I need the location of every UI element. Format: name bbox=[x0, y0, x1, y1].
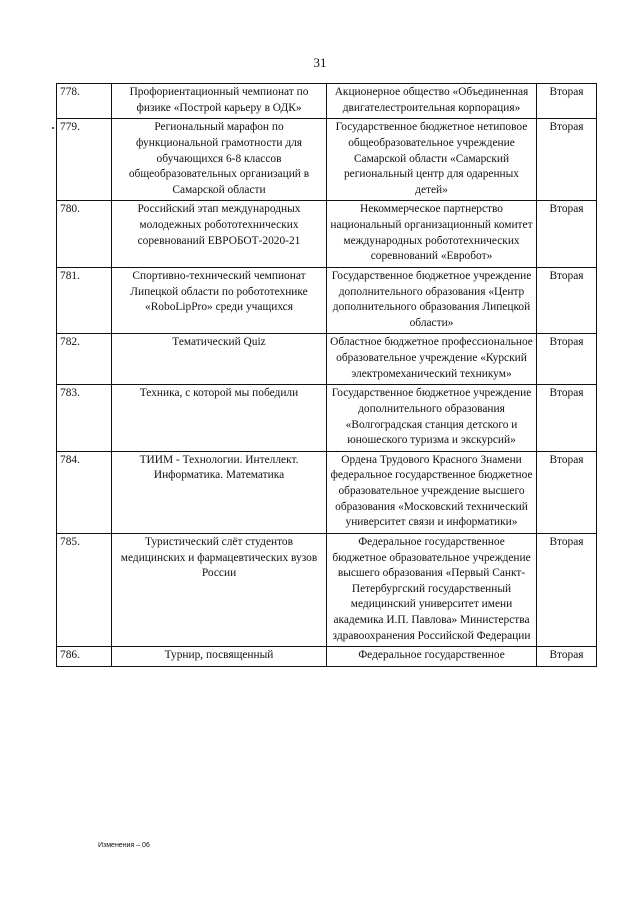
event-level: Вторая bbox=[537, 385, 597, 452]
row-number: 781. bbox=[57, 267, 112, 334]
event-level: Вторая bbox=[537, 334, 597, 385]
row-number: 782. bbox=[57, 334, 112, 385]
event-name: Техника, с которой мы победили bbox=[112, 385, 327, 452]
row-number: 778. bbox=[57, 84, 112, 119]
table-row bbox=[57, 334, 597, 385]
event-level: Вторая bbox=[537, 201, 597, 268]
event-level: Вторая bbox=[537, 647, 597, 667]
table-row bbox=[57, 533, 597, 646]
table-row bbox=[57, 385, 597, 452]
organizer-name: Федеральное государственное бюджетное образовательное учреждение высшего образования «Первый Санкт-Петербургский государственный медицинский университет имени академика И.П. Павлова» Министерства здравоохранения Российской Федерации bbox=[327, 533, 537, 646]
organizer-name: Федеральное государственное bbox=[327, 647, 537, 667]
event-name: Тематический Quiz bbox=[112, 334, 327, 385]
margin-mark bbox=[52, 127, 54, 129]
row-number: 783. bbox=[57, 385, 112, 452]
row-number: 780. bbox=[57, 201, 112, 268]
table-row bbox=[57, 201, 597, 268]
event-name: Профориентационный чемпионат по физике «Построй карьеру в ОДК» bbox=[112, 84, 327, 119]
organizer-name: Ордена Трудового Красного Знамени федеральное государственное бюджетное образовательное учреждение высшего образования «Московский технический университет связи и информатики» bbox=[327, 451, 537, 533]
event-name: Региональный марафон по функциональной грамотности для обучающихся 6-8 классов общеобразовательных организаций в Самарской области bbox=[112, 119, 327, 201]
event-name: Спортивно-технический чемпионат Липецкой области по робототехнике «RoboLipPro» среди учащихся bbox=[112, 267, 327, 334]
table-row bbox=[57, 84, 597, 119]
table-row bbox=[57, 647, 597, 667]
event-name: Туристический слёт студентов медицинских и фармацевтических вузов России bbox=[112, 533, 327, 646]
event-name: Российский этап международных молодежных робототехнических соревнований ЕВРОБОТ-2020-21 bbox=[112, 201, 327, 268]
event-name: Турнир, посвященный bbox=[112, 647, 327, 667]
organizer-name: Государственное бюджетное нетиповое общеобразовательное учреждение Самарской области «Самарский региональный центр для одаренных детей» bbox=[327, 119, 537, 201]
organizer-name: Государственное бюджетное учреждение дополнительного образования «Волгоградская станция детского и юношеского туризма и экскурсий» bbox=[327, 385, 537, 452]
table-row bbox=[57, 267, 597, 334]
olympiad-registry-table bbox=[56, 83, 597, 667]
event-level: Вторая bbox=[537, 533, 597, 646]
organizer-name: Областное бюджетное профессиональное образовательное учреждение «Курский электромеханический техникум» bbox=[327, 334, 537, 385]
event-level: Вторая bbox=[537, 119, 597, 201]
table-row bbox=[57, 119, 597, 201]
event-level: Вторая bbox=[537, 451, 597, 533]
organizer-name: Государственное бюджетное учреждение дополнительного образования «Центр дополнительного образования Липецкой области» bbox=[327, 267, 537, 334]
page-number: 31 bbox=[313, 55, 327, 70]
footer-changes-note: Изменения – 06 bbox=[98, 842, 150, 849]
organizer-name: Акционерное общество «Объединенная двигателестроительная корпорация» bbox=[327, 84, 537, 119]
row-number: 779. bbox=[57, 119, 112, 201]
event-level: Вторая bbox=[537, 84, 597, 119]
row-number: 785. bbox=[57, 533, 112, 646]
table-row bbox=[57, 451, 597, 533]
event-name: ТИИМ - Технологии. Интеллект. Информатика. Математика bbox=[112, 451, 327, 533]
event-level: Вторая bbox=[537, 267, 597, 334]
row-number: 784. bbox=[57, 451, 112, 533]
row-number: 786. bbox=[57, 647, 112, 667]
organizer-name: Некоммерческое партнерство национальный организационный комитет международных робототехнических соревнований «Евробот» bbox=[327, 201, 537, 268]
